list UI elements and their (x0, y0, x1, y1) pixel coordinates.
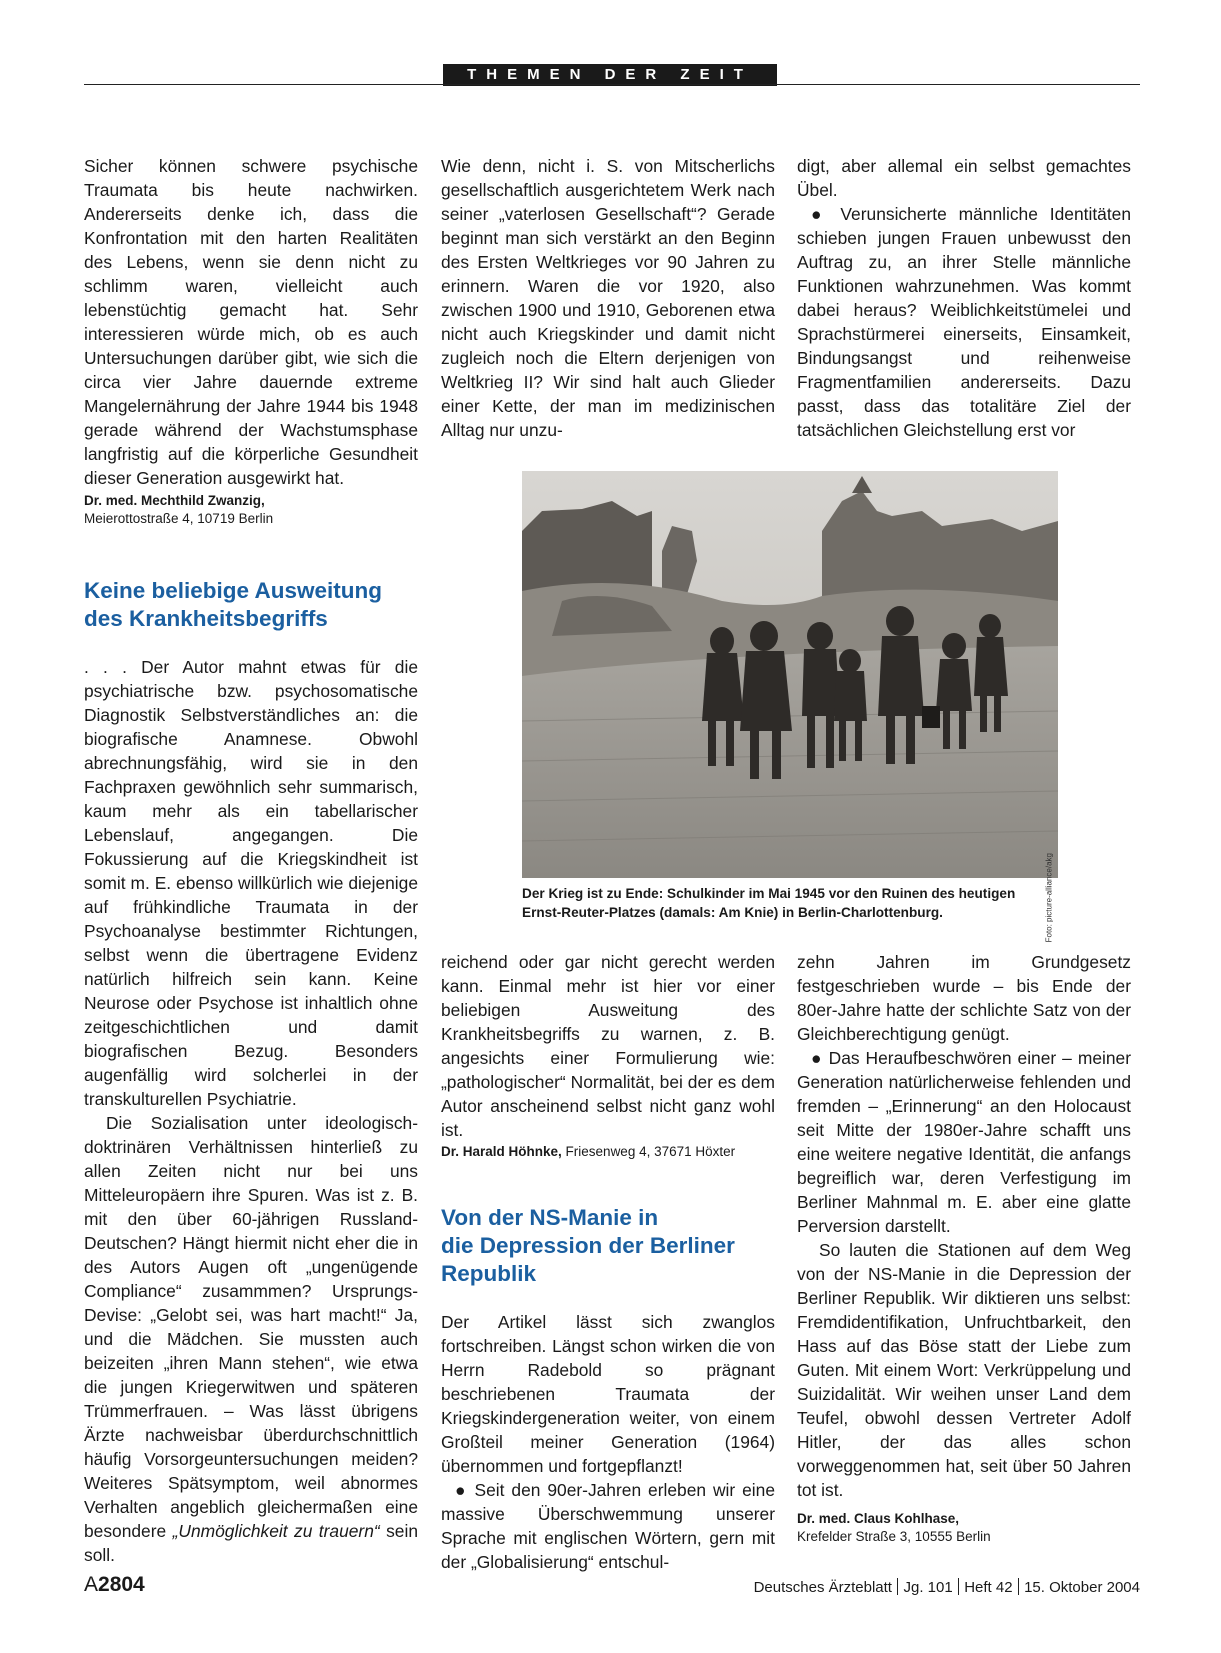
letter3-headline (441, 1204, 775, 1288)
page-number-value: 2804 (98, 1573, 145, 1596)
letter3-author: Dr. med. Claus Kohlhase, (797, 1511, 960, 1526)
photo-credit: Foto: picture-alliance/akg (1044, 853, 1053, 943)
photo-caption: Der Krieg ist zu Ende: Schulkinder im Mai 1945 vor den Ruinen des heutigen Ernst-Reuter-Platzes (damals: Am Knie) in Berlin-Charlottenburg. (522, 886, 1016, 920)
letter3-bullet3: ● Das Heraufbeschwören einer – meiner Generation natürlicherweise fehlenden und fremden – „Erinnerung“ an den Holocaust seit Mitte der 1980er-Jahre schafft uns eine weitere negative Identität, die anfangs begreiflich war, deren Verfestigung im Berliner Mahnmal m. E. aber eine glatte Perversion darstellt. (797, 1048, 1131, 1236)
column-2-top (441, 154, 775, 442)
column-3-top (797, 154, 1131, 442)
footer-separator (897, 1578, 899, 1595)
letter2-col2-top: Wie denn, nicht i. S. von Mitscherlichs gesellschaftlich ausgerichtetem Werk nach seiner „vaterlosen Gesellschaft“? Gerade beginnt man sich verstärkt an den Beginn des Ersten Weltkrieges vor 90 Jahren zu erinnern. Waren die vor 1920, also zwischen 1900 und 1910, Geborenen etwa nicht auch Kriegskinder und damit nicht zugleich noch die Eltern derjenigen von Weltkrieg II? Wir sind halt auch Glieder einer Kette, der man im medizinischen Alltag nur unzu- (441, 156, 775, 440)
letter3-headline-line1: Von der NS-Manie in (441, 1205, 659, 1230)
column-2-bottom (441, 950, 775, 1574)
letter3-para-end: So lauten die Stationen auf dem Weg von der NS-Manie in die Depression der Berliner Republik. Wir diktieren uns selbst: Fremdidentifikation, Unfruchtbarkeit, den Hass auf das Böse statt der Liebe zum Guten. Mit einem Wort: Verkrüppelung und Suizidalität. Wir weihen unser Land dem Teufel, obwohl dessen Vertreter Adolf Hitler, der das alles schon vorweggenommen hat, seit über 50 Jahren tot ist. (797, 1240, 1131, 1500)
letter2-col2-bottom: reichend oder gar nicht gerecht werden kann. Einmal mehr ist hier vor einer beliebigen Ausweitung des Krankheitsbegriffs zu warnen, z. B. angesichts einer Formulierung wie: „pathologischer“ Normalität, bei der es dem Autor anscheinend selbst nicht ganz wohl ist. (441, 952, 775, 1140)
letter1-author: Dr. med. Mechthild Zwanzig, (84, 493, 265, 508)
letter3-headline-line2: die Depression der Berliner (441, 1233, 735, 1258)
letter2-headline-line2: des Krankheitsbegriffs (84, 606, 328, 631)
letter2-author: Dr. Harald Höhnke, (441, 1144, 562, 1159)
footer-separator (958, 1578, 960, 1595)
letter2-address: Friesenweg 4, 37671 Höxter (561, 1144, 736, 1159)
letter2-para1: . . . Der Autor mahnt etwas für die psychiatrische bzw. psychosomatische Diagnostik Selbstverständliches an: die biografische Anamnese. Obwohl abrechnungsfähig, wird sie in den Fachpraxen gewöhnlich sehr summarisch, kaum mehr als ein tabellarischer Lebenslauf, angegangen. Die Fokussierung auf die Kriegskindheit ist somit m. E. ebenso willkürlich wie diejenige auf frühkindliche Traumata in der Psychoanalyse bestimmter Richtungen, selbst wenn die übertragene Evidenz natürlich hilfreich sein kann. Keine Neurose oder Psychose ist inhaltlich ohne zeitgeschichtlichen und damit biografischen Bezug. Besonders augenfällig wird solcherlei in der transkulturellen Psychiatrie. (84, 657, 418, 1109)
letter3-para1: Der Artikel lässt sich zwanglos fortschreiben. Längst schon wirken die von Herrn Radebold so prägnant beschriebenen Traumata der Kriegskindergeneration weiter, von einem Großteil meiner Generation (1964) übernommen und fortgepflanzt! (441, 1312, 775, 1476)
footer-separator (1018, 1578, 1020, 1595)
footer-citation (754, 1578, 1140, 1596)
footer-issue: Heft 42 (964, 1579, 1013, 1596)
letter1-address: Meierottostraße 4, 10719 Berlin (84, 511, 274, 526)
letter2-headline-line1: Keine beliebige Ausweitung (84, 578, 382, 603)
letter3-address: Krefelder Straße 3, 10555 Berlin (797, 1529, 991, 1544)
column-3-bottom (797, 950, 1131, 1546)
footer-journal: Deutsches Ärzteblatt (753, 1579, 892, 1596)
footer-volume: Jg. 101 (903, 1579, 953, 1596)
letter2-para2-end: sein soll. (84, 1521, 418, 1565)
letter2-headline (84, 577, 418, 633)
footer-date: 15. Oktober 2004 (1024, 1579, 1140, 1596)
letter3-headline-line3: Republik (441, 1261, 537, 1286)
letter2-para2-italic: „Unmöglichkeit zu trauern“ (172, 1521, 380, 1541)
header-rule (84, 84, 1140, 85)
column-1 (84, 154, 418, 1567)
photo-illustration (522, 471, 1058, 878)
section-header: THEMEN DER ZEIT (443, 64, 777, 86)
letter1-text: Sicher können schwere psychische Traumata bis heute nachwirken. Andererseits denke ich, dass die Konfrontation mit den harten Realitäten des Lebens, wenn sie denn nicht zu schlimm waren, vielleicht auch lebenstüchtig gemacht hat. Sehr interessieren würde mich, ob es auch Untersuchungen darüber gibt, wie sich die circa vier Jahre dauernde extreme Mangelernährung der Jahre 1944 bis 1948 gerade während der Wachstumsphase langfristig auf die körperliche Gesundheit dieser Generation ausgewirkt hat. (84, 156, 418, 488)
letter2-para2 (84, 1111, 418, 1567)
letter2-signature (441, 1142, 775, 1162)
letter3-bullet1: ● Seit den 90er-Jahren erleben wir eine massive Überschwemmung unserer Sprache mit englischen Wörtern, gern mit der „Globalisierung“ entschul- (441, 1480, 775, 1572)
letter3-col3-bottom1: zehn Jahren im Grundgesetz festgeschrieben wurde – bis Ende der 80er-Jahre hatte der schlichte Satz von der Gleichberechtigung genügt. (797, 952, 1131, 1044)
page-number (84, 1573, 145, 1597)
letter3-col3-top1: digt, aber allemal ein selbst gemachtes Übel. (797, 156, 1131, 200)
page-prefix: A (84, 1573, 99, 1596)
letter2-para2-text: Die Sozialisation unter ideologisch-doktrinären Verhältnissen hinterließ zu allen Zeiten nicht nur bei uns Mitteleuropäern ihre Spuren. Was ist z. B. mit den über 60-jährigen Russland-Deutschen? Hängt hiermit nicht eher die in des Autors Augen oft „ungenügende Compliance“ zusammmen? Ursprungs-Devise: „Gelobt sei, was hart macht!“ Ja, und die Mädchen. Sie mussten auch beizeiten „ihren Mann stehen“, wie etwa die jungen Kriegerwitwen und späteren Trümmerfrauen. – Was lässt übrigens Ärzte nachweisbar überdurchschnittlich häufig Vorsorgeuntersuchungen meiden? Weiteres Spätsymptom, weil abnormes Verhalten angeblich gleichermaßen eine besondere (84, 1113, 418, 1541)
letter3-bullet2: ● Verunsicherte männliche Identitäten schieben jungen Frauen unbewusst den Auftrag zu, an ihrer Stelle männliche Funktionen wahrzunehmen. Was kommt dabei heraus? Weiblichkeitstümelei und Sprachstürmerei einerseits, Einsamkeit, Bindungsangst und reihenweise Fragmentfamilien andererseits. Dazu passt, dass das totalitäre Ziel der tatsächlichen Gleichstellung erst vor (797, 204, 1131, 440)
